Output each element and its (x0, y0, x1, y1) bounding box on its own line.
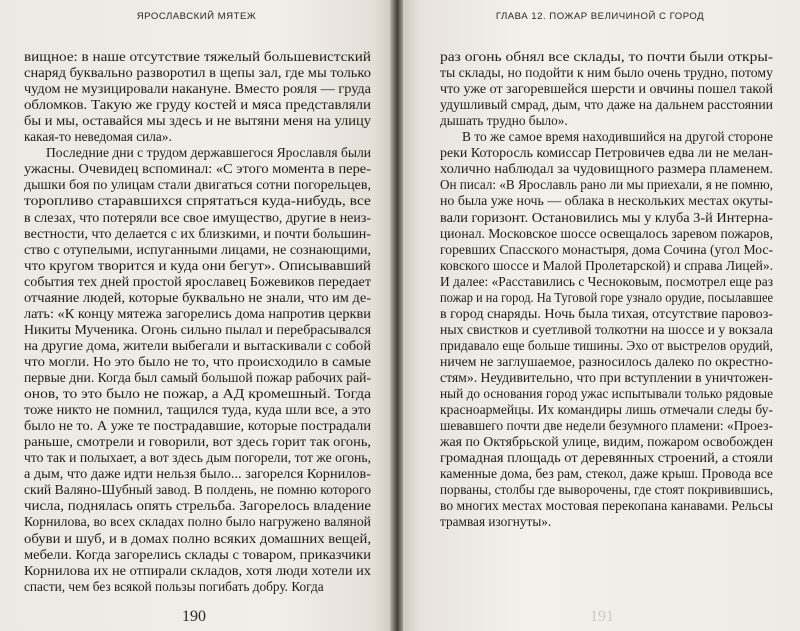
left-page-text-line: вищное: в наше отсутствие тяжелый большевистский (24, 49, 371, 64)
left-page-text-line: Корнилова их не отпирали складов, хотя люди хотели их (24, 562, 371, 578)
right-running-head: ГЛАВА 12. ПОЖАР ВЕЛИЧИНОЙ С ГОРОД (495, 11, 705, 22)
right-page-text-line: ный до основания город ужас испытывали только рядовые (440, 386, 773, 402)
left-page-text-line: ский Валяно-Шубный завод. В полдень, не помню которого (24, 482, 371, 498)
left-page-text-line: бы и мы, оставайся мы здесь и не вытяни меня на улицу (24, 113, 371, 129)
left-page-text-line: обломков. Такую же груду костей и мяса представляли (24, 97, 371, 113)
right-page-text-line: ционал. Московское шоссе освещалось заревом пожаров, (440, 225, 773, 241)
right-page-text-line: каменные дома, без рам, стекол, даже крыш. Провода все (440, 466, 773, 482)
right-page-text-line: стям». Неудивительно, что при вступлении в уничтожен- (440, 370, 773, 385)
right-page-text-line: порваны, столбы где выворочены, где стоят покривившись, (440, 482, 773, 498)
left-page-text-line: события тех дней простой ярославец Божевиков передает (24, 273, 371, 289)
left-page-text-line: торопливо старавшихся спрятаться куда-нибудь, все (24, 193, 371, 209)
right-page-text-line: шевавшего почти две недели безумного пламени: «Проез- (440, 418, 773, 434)
right-page-text-line: удушливый смрад, дым, что даже на дальнем расстоянии (440, 97, 773, 113)
left-page-text-line: что могли. Но это было не то, что происходило в самые (24, 353, 371, 369)
left-page-text-line: ство с отупелыми, испуганными лицами, не сознающими, (24, 241, 371, 257)
right-page-text-line: Он писал: «В Ярославль рано ли мы приехали, я не помню, (440, 177, 773, 193)
left-page-text-line: дышки боя по улицам стали двигаться сотни погорельцев, (24, 177, 371, 193)
right-page-text-line: раз огонь обнял все склады, то почти были откры- (440, 49, 773, 64)
left-page-text-line: на другие дома, жители выбегали и вытаскивали с собой (24, 337, 371, 353)
right-page-text-line: ных свистков и суетливой толкотни на шоссе и у вокзала (440, 321, 773, 337)
right-page-text-line: громадная площадь от деревянных строений, а стояли (440, 450, 773, 466)
right-page-text-line: реки Которосль комиссар Петровичев едва ли не мелан- (440, 145, 773, 161)
right-page-text-line: что уже от загоревшейся шерсти и овчины пошел такой (440, 81, 773, 97)
left-page-text-line: спасти, чем без всякой пользы погибать добру. Когда (24, 578, 324, 594)
left-page-number: 190 (182, 608, 206, 625)
left-page-text-line: Корнилова, во всех складах полно было нагружено валяной (24, 514, 371, 530)
left-page-text-line: в слезах, что потеряли все свое имущество, другие в неиз- (24, 209, 371, 225)
left-page-text-line: было не то. А уже те пострадавшие, которые пострадали (24, 418, 371, 434)
book-gutter (390, 0, 403, 631)
left-page-text-line: какая-то неведомая сила». (24, 129, 172, 145)
right-page-text-line: но была уже ночь — облака в нескольких местах окуты- (440, 193, 773, 209)
right-page-text-line: пожар и на город. На Туговой горе узнало орудие, посылавшее (440, 289, 773, 305)
left-page-text-line: раньше, смотрели и говорили, вот здесь горит так огонь, (24, 434, 371, 450)
right-page-number: 191 (590, 608, 614, 625)
left-running-head: ЯРОСЛАВСКИЙ МЯТЕЖ (136, 11, 257, 22)
left-page-text-line: чудом не музицировали накануне. Вместо рояля — груда (24, 81, 372, 97)
right-page-text-line: ничем не заглушаемое, разносилось далеко по окрестно- (440, 353, 773, 369)
left-page-text-line: снаряд буквально разворотил в щепы зал, где мы только (24, 65, 372, 81)
left-page-text-line: что кругом творится и куда они бегут». Описывавший (24, 257, 372, 273)
right-page-text-line: горевших Спасского монастыря, дома Сочина (угол Мос- (440, 241, 773, 257)
left-page-text-line: Никиты Мученика. Огонь сильно пылал и перебрасывался (24, 321, 371, 337)
left-page-text-line: тоже никто не помнил, тащился туда, куда шли все, а это (24, 402, 371, 418)
left-page-text-line: а дым, что даже идти нельзя было... загорелся Корнилов- (24, 466, 371, 482)
right-page-text-line: в город снаряды. Ночь была тихая, отсутствие паровоз- (440, 305, 773, 321)
left-page-text-line: первые дни. Когда был самый большой пожар рабочих рай- (24, 370, 371, 385)
right-page-text-line: ковского шоссе и Малой Пролетарской) и справа Лицей». (440, 257, 773, 273)
right-page-text-line: дышать трудно было». (440, 113, 568, 129)
right-page-text-line: придавало еще больше тишины. Эхо от выстрелов орудий, (440, 337, 773, 353)
right-page-text-line: вали горизонт. Остановились мы у клуба 3-й Интерна- (440, 209, 773, 225)
right-page-text-line: трамвая изогнуты». (440, 514, 552, 530)
right-page-text-line: ты склады, но подойти к ним было очень трудно, потому (440, 65, 773, 81)
right-page-text-line: во многих местах мостовая перекопана канавами. Рельсы (440, 498, 773, 514)
left-page-text-line: ужасны. Очевидец вспоминал: «С этого момента в пере- (24, 161, 371, 177)
left-page-text-line: Последние дни с трудом державшегося Ярославля были (46, 145, 372, 161)
right-page-text-line: красноармейцы. Их командиры лишь отмечали следы бу- (440, 402, 773, 418)
left-page-text-line: вестности, что делается с их близкими, и почти большин- (24, 225, 371, 241)
left-page-text-line: что так и полыхает, а вот здесь дым погорели, тот же огонь, (24, 450, 371, 466)
right-page-text-line: жая по Октябрьской улице, видим, пожаром освобожден (440, 434, 773, 450)
left-page-text-line: отчаяние людей, которые буквально не знали, что им де- (24, 289, 371, 305)
right-page-text-line: В то же самое время находившийся на другой стороне (462, 129, 773, 145)
left-page-text-line: обуви и шуб, и в домах полно всяких домашних вещей, (24, 530, 372, 546)
left-page (0, 0, 393, 631)
right-page-text-line: холично наблюдал за чудовищного размера пламенем. (440, 161, 773, 177)
left-page-text-line: числа, поднялась опять стрельба. Загорелось владение (24, 498, 371, 514)
left-page-text-line: лать: «К концу мятежа загорелись дома напротив церкви (24, 305, 371, 321)
left-page-text-line: онов, то это было не пожар, а АД кромешный. Тогда (24, 386, 372, 402)
left-page-text-line: мебели. Когда загорелись склады с товаром, приказчики (24, 546, 372, 562)
right-page (400, 0, 800, 631)
right-page-text-line: И далее: «Расставились с Чесноковым, посмотрел еще раз (440, 273, 773, 289)
